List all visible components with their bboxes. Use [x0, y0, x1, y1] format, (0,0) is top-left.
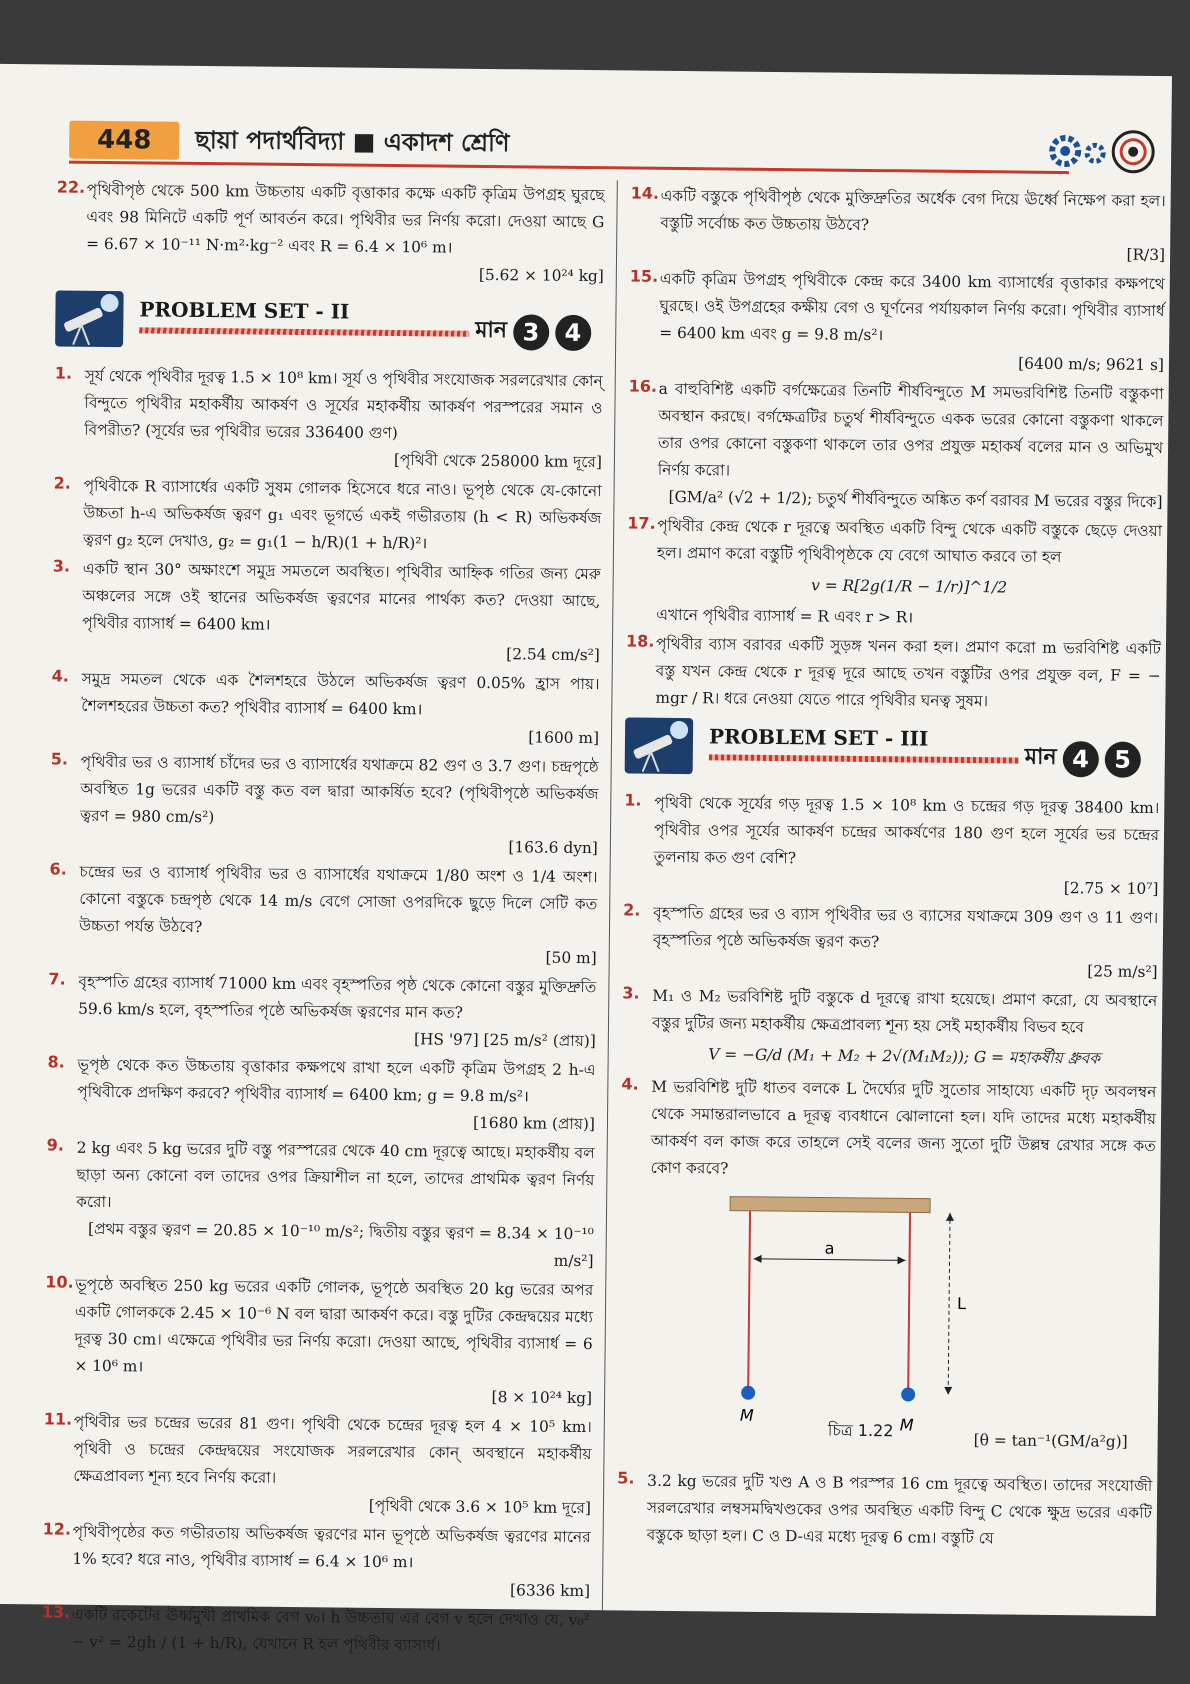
answer: [θ = tan⁻¹(GM/a²g)] — [973, 1431, 1128, 1451]
question-text: M ভরবিশিষ্ট দুটি ধাতব বলকে L দৈর্ঘ্যের দুটি সুতোর সাহায্যে একটি দৃঢ় অবলম্বন থেকে সমান্তরালভাবে a দূরত্ব ব্যবধানে ঝোলানো হল। যদি তাদের মধ্যে মহাকর্ষীয় আকর্ষণ বল কাজ করে তাহলে সেই বলের জন্য সুতো দুটি উল্লম্ব রেখার সঙ্গে কত কোণ করবে? — [650, 1077, 1157, 1178]
question-number: 5. — [617, 1468, 635, 1488]
page-header — [69, 117, 1159, 176]
question-list — [41, 362, 603, 1661]
question-text: একটি বস্তুকে পৃথিবীপৃষ্ঠ থেকে মুক্তিদ্রুতির অর্ধেক বেগ দিয়ে ঊর্ধ্বে নিক্ষেপ করা হল। বস্তুটি সর্বোচ্চ কত উচ্চতায় উঠবে? — [660, 186, 1166, 234]
pendulum-diagram — [618, 1187, 1141, 1442]
question-text: চন্দ্রের ভর ও ব্যাসার্ধ পৃথিবীর ভর ও ব্যাসার্ধের যথাক্রমে 1/80 অংশ ও 1/4 অংশ। কোনো বস্তুকে চন্দ্রপৃষ্ঠ থেকে 14 m/s বেগে সোজা ওপরদিকে ছুড়ে দিলে সেটি কত উচ্চতা পর্যন্ত উঠবে? — [78, 862, 598, 937]
question-item — [41, 1601, 590, 1661]
question-number: 12. — [42, 1519, 72, 1539]
answer: [1680 km (প্রায়)] — [472, 1113, 596, 1134]
gear-icon — [1029, 127, 1159, 176]
ball-right — [901, 1387, 915, 1401]
question-item — [629, 265, 1165, 379]
question-list — [620, 789, 1159, 1187]
question-item — [43, 1408, 592, 1522]
question-text: M₁ ও M₂ ভরবিশিষ্ট দুটি বস্তুকে d দূরত্বে রাখা হয়েছে। প্রমাণ করো, যে অবস্থানে বস্তুর দুটির জন্য মহাকর্ষীয় ক্ষেত্রপ্রাবল্য শূন্য হয় সেই মহাকর্ষীয় বিভব হবে — [651, 986, 1158, 1037]
string-left — [748, 1211, 750, 1389]
question-item — [42, 1518, 591, 1605]
answer: [6336 km] — [509, 1581, 591, 1601]
question-text: একটি স্থান 30° অক্ষাংশে সমুদ্র সমতলে অবস্থিত। পৃথিবীর আহ্নিক গতির জন্য মেরু অঞ্চলের সঙ্গে ওই স্থানের অভিকর্ষজ ত্বরণের মানের পার্থক্য কত? দেওয়া আছে, পৃথিবীর ব্যাসার্ধ = 6400 km। — [82, 559, 601, 634]
label-mass-left: M — [739, 1405, 754, 1425]
question-5 — [617, 1467, 1153, 1554]
answer: [163.6 dyn] — [508, 838, 598, 858]
answer: [25 m/s²] — [1087, 962, 1158, 982]
question-item — [627, 375, 1163, 516]
question-number: 4. — [621, 1074, 639, 1094]
problem-set-title: PROBLEM SET - II — [139, 297, 350, 324]
answer: [HS '97] [25 m/s² (প্রায়)] — [413, 1030, 596, 1051]
figure-1-22 — [618, 1187, 1141, 1452]
question-number: 22. — [56, 177, 86, 197]
answer: [পৃথিবী থেকে 3.6 × 10⁵ km দূরে] — [368, 1496, 592, 1518]
question-note: এখানে পৃথিবীর ব্যাসার্ধ = R এবং r > R। — [656, 605, 914, 627]
question-item — [620, 1073, 1156, 1187]
answer: [2.54 cm/s²] — [506, 645, 600, 665]
equation: v = R[2g(1/R − 1/r)]^1/2 — [811, 576, 1008, 597]
answer: [পৃথিবী থেকে 258000 km দূরে] — [393, 451, 602, 472]
question-number: 4. — [51, 666, 69, 686]
question-item — [630, 182, 1166, 269]
question-text: একটি কৃত্রিম উপগ্রহ পৃথিবীকে কেন্দ্র করে 3400 km ব্যাসার্ধের বৃত্তাকার কক্ষপথে ঘুরছে। ওই উপগ্রহের কক্ষীয় বেগ ও ঘূর্ণনের পর্যায়কাল নির্ণয় করো। পৃথিবীর ব্যাসার্ধ = 6400 km এবং g = 9.8 m/s²। — [659, 269, 1165, 345]
question-item — [626, 512, 1162, 634]
marks-badge: মান 3 4 — [475, 313, 591, 351]
book-title: ছায়া পদার্থবিদ্যা ■ একাদশ শ্রেণি — [195, 125, 510, 158]
problem-set-title: PROBLEM SET - III — [708, 724, 929, 751]
question-text: বৃহস্পতি গ্রহের ভর ও ব্যাস পৃথিবীর ভর ও ব্যাসের যথাক্রমে 309 গুণ ও 11 গুণ। বৃহস্পতির পৃষ্ঠে অভিকর্ষজ ত্বরণ কত? — [652, 903, 1159, 952]
question-text: একটি রকেটের ঊর্ধ্বমুখী প্রাথমিক বেগ v₀। h উচ্চতায় এর বেগ v হলে দেখাও যে, v₀² − v² = 2gh / (1 + h/R), যেখানে R হল পৃথিবীর ব্যাসার্ধ। — [71, 1605, 590, 1655]
telescope-icon — [55, 290, 124, 347]
question-text: ভূপৃষ্ঠ থেকে কত উচ্চতায় বৃত্তাকার কক্ষপথে রাখা হলে একটি কৃত্রিম উপগ্রহ 2 h-এ পৃথিবীকে প্রদক্ষিণ করবে? পৃথিবীর ব্যাসার্ধ = 6400 km; g = 9.8 m/s²। — [77, 1055, 596, 1106]
answer: [8 × 10²⁴ kg] — [491, 1388, 593, 1408]
telescope-icon — [625, 717, 694, 774]
question-number: 15. — [629, 266, 659, 286]
question-item — [49, 858, 598, 972]
question-number: 3. — [622, 983, 640, 1003]
question-list — [625, 182, 1166, 717]
question-number: 5. — [50, 749, 69, 769]
question-item — [50, 748, 599, 862]
question-text: পৃথিবীর ভর চন্দ্রের ভরের 81 গুণ। পৃথিবী থেকে চন্দ্রের দূরত্ব হল 4 × 10⁵ km। পৃথিবী ও চন্দ্রের কেন্দ্রদ্বয়ের সংযোজক সরলরেখার কোন্ অবস্থানে মহাকর্ষীয় ক্ষেত্রপ্রাবল্য শূন্য হবে নির্ণয় করো। — [73, 1412, 592, 1487]
question-text: পৃথিবী থেকে সূর্যের গড় দূরত্ব 1.5 × 10⁸ km ও চন্দ্রের গড় দূরত্ব 38400 km। পৃথিবীর ওপর সূর্যের আকর্ষণ চন্দ্রের আকর্ষণের 180 গুণ হলে সূর্যের ভর চন্দ্রের তুলনায় কত গুণ বেশি? — [653, 793, 1160, 868]
question-number: 1. — [54, 363, 73, 383]
question-number: 2. — [623, 900, 641, 920]
question-text: পৃথিবীকে R ব্যাসার্ধের একটি সুষম গোলক হিসেবে ধরে নাও। ভূপৃষ্ঠ থেকে যে-কোনো উচ্চতা h-এ অভিকর্ষজ ত্বরণ g₁ এবং ভূগর্ভে একই গভীরতায় (h < R) অভিকর্ষজ ত্বরণ g₂ হলে দেখাও, g₂ = g₁(1 − h/R)(1 + h/R)²। — [82, 476, 602, 553]
question-item — [51, 665, 600, 752]
question-item — [53, 472, 602, 559]
question-item — [54, 362, 603, 476]
question-item — [45, 1134, 594, 1275]
question-text: পৃথিবীর কেন্দ্র থেকে r দূরত্বে অবস্থিত একটি বিন্দু থেকে একটি বস্তুকে ছেড়ে দেওয়া হল। প্রমাণ করো বস্তুটি পৃথিবীপৃষ্ঠকে যে বেগে আঘাত করবে তা হল — [656, 516, 1163, 567]
question-text: বৃহস্পতি গ্রহের ব্যাসার্ধ 71000 km এবং বৃহস্পতির পৃষ্ঠ থেকে কোনো বস্তুর মুক্তিদ্রুতি 59.6 km/s হলে, বৃহস্পতির পৃষ্ঠে অভিকর্ষজ ত্বরণের মান কত? — [78, 972, 597, 1022]
distance-arrow-a — [754, 1259, 906, 1261]
answer: [5.62 × 10²⁴ kg] — [478, 265, 604, 286]
label-a: a — [824, 1238, 835, 1258]
question-number: 8. — [47, 1052, 65, 1072]
question-number: 7. — [48, 969, 66, 989]
marks-badge: মান 4 5 — [1025, 740, 1141, 778]
question-text: সমুদ্র সমতল থেকে এক শৈলশহরে উঠলে অভিকর্ষজ ত্বরণ 0.05% হ্রাস পায়। শৈলশহরের উচ্চতা কত? পৃথিবীর ব্যাসার্ধ = 6400 km। — [81, 669, 600, 719]
answer: [50 m] — [545, 948, 597, 968]
question-text: পৃথিবীপৃষ্ঠ থেকে 500 km উচ্চতায় একটি বৃত্তাকার কক্ষে একটি কৃত্রিম উপগ্রহ ঘুরছে এবং 98 মিনিটে একটি পূর্ণ আবর্তন করে। পৃথিবীর ভর নির্ণয় করো। দেওয়া আছে G = 6.67 × 10⁻¹¹ N·m²·kg⁻² এবং R = 6.4 × 10⁶ m। — [86, 180, 605, 257]
question-number: 11. — [43, 1409, 73, 1429]
question-item — [625, 630, 1161, 717]
question-number: 17. — [627, 513, 656, 533]
heading-rule — [709, 754, 1019, 763]
question-item — [44, 1271, 593, 1412]
question-number: 16. — [628, 376, 658, 396]
question-number: 1. — [624, 790, 642, 810]
answer: [GM/a² (√2 + 1/2); চতুর্থ শীর্ষবিন্দুতে অঙ্কিত কর্ণ বরাবর M ভরের বস্তুর দিকে] — [668, 487, 1163, 512]
answer: [প্রথম বস্তুর ত্বরণ = 20.85 × 10⁻¹⁰ m/s²; দ্বিতীয় বস্তুর ত্বরণ = 8.34 × 10⁻¹⁰ m/s²] — [87, 1219, 594, 1271]
answer: [1600 m] — [528, 728, 600, 748]
rigid-support — [730, 1197, 930, 1213]
question-number: 14. — [630, 183, 660, 203]
right-column — [616, 182, 1165, 1556]
column-divider — [602, 180, 618, 1610]
question-number: 3. — [52, 556, 71, 576]
question-22 — [56, 176, 605, 290]
figure-caption: চিত্র 1.22 — [827, 1420, 894, 1441]
question-text: সূর্য থেকে পৃথিবীর দূরত্ব 1.5 × 10⁸ km। সূর্য ও পৃথিবীর সংযোজক সরলরেখার কোন্ বিন্দুতে পৃথিবীর মহাকর্ষীয় আকর্ষণ ও সূর্যের মহাকর্ষীয় আকর্ষণ পরস্পরের সমান ও বিপরীত? (সূর্যের ভর পৃথিবীর ভরের 336400 গুণ) — [84, 366, 603, 443]
string-right — [908, 1212, 910, 1390]
question-number: 2. — [53, 473, 71, 493]
answer: [2.75 × 10⁷] — [1063, 879, 1159, 899]
question-number: 13. — [41, 1602, 71, 1622]
textbook-page — [0, 64, 1172, 1655]
label-mass-right: M — [899, 1415, 914, 1435]
question-text: ভূপৃষ্ঠে অবস্থিত 250 kg ভরের একটি গোলক, ভূপৃষ্ঠে অবস্থিত 20 kg ভরের অপর একটি গোলককে 2.45 × 10⁻⁶ N বল দ্বারা আকর্ষণ করে। বস্তু দুটির কেন্দ্রদ্বয়ের মধ্যে দূরত্ব 30 cm। এক্ষেত্রে পৃথিবীর ভর নির্ণয় করো। দেওয়া আছে, পৃথিবীর ব্যাসার্ধ = 6 × 10⁶ m। — [74, 1275, 594, 1376]
page-number: 448 — [69, 121, 179, 160]
answer: [R/3] — [1126, 245, 1166, 265]
question-item — [52, 555, 601, 669]
ball-left — [741, 1386, 755, 1400]
equation: V = −G/d (M₁ + M₂ + 2√(M₁M₂)); G = মহাকর্ষীয় ধ্রুবক — [708, 1045, 1101, 1068]
question-text: 2 kg এবং 5 kg ভরের দুটি বস্তু পরস্পরের থেকে 40 cm দূরত্বে আছে। মহাকর্ষীয় বল ছাড়া অন্য কোনো বল তাদের ওপর ক্রিয়াশীল না হলে, তাদের প্রাথমিক ত্বরণ নির্ণয় করো। — [76, 1138, 595, 1212]
question-item — [48, 968, 597, 1055]
answer: [6400 m/s; 9621 s] — [1018, 354, 1165, 375]
question-text: a বাহুবিশিষ্ট একটি বর্গক্ষেত্রের তিনটি শীর্ষবিন্দুতে M সমভরবিশিষ্ট তিনটি বস্তুকণা অবস্থান করছে। বর্গক্ষেত্রটির চতুর্থ শীর্ষবিন্দুতে একক ভরের কোনো বস্তুকণা থাকলে তার ওপর কোনো বস্তুকণা থাকলে তার ওপর প্রযুক্ত মহাকর্ষ বলের মান ও অভিমুখ নির্ণয় করো। — [657, 379, 1164, 480]
problem-set-3-heading — [625, 717, 1161, 787]
question-item — [622, 899, 1158, 986]
left-column — [41, 176, 604, 1663]
header-rule — [69, 161, 1069, 174]
question-number: 18. — [625, 631, 655, 651]
question-text: 3.2 kg ভরের দুটি খণ্ড A ও B পরস্পর 16 cm দূরত্বে অবস্থিত। তাদের সংযোজী সরলরেখার লম্বসমদ্বিখণ্ডকের ওপর অবস্থিত একটি বিন্দু C থেকে ক্ষুদ্র ভরের একটি বস্তুকে ছাড়া হল। C ও D-এর মধ্যে দূরত্ব 6 cm। বস্তুটি যে — [646, 1471, 1153, 1548]
question-number: 10. — [45, 1272, 74, 1292]
question-item — [47, 1051, 596, 1138]
label-L: L — [957, 1293, 967, 1314]
question-text: পৃথিবীর ব্যাস বরাবর একটি সুড়ঙ্গ খনন করা হল। প্রমাণ করো m ভরবিশিষ্ট একটি বস্তু যখন কেন্দ্র থেকে r দূরত্ব দূরে আছে তখন বস্তুটির ওপর প্রযুক্ত বল, F = − mgr / R। ধরে নেওয়া যেতে পারে পৃথিবীর ঘনত্ব সুষম। — [655, 634, 1162, 711]
question-text: পৃথিবীর ভর ও ব্যাসার্ধ চাঁদের ভর ও ব্যাসার্ধের যথাক্রমে 82 গুণ ও 3.7 গুণ। চন্দ্রপৃষ্ঠে অবস্থিত 1g ভরের একটি বস্তু কত বল দ্বারা আকর্ষিত হবে? (পৃথিবীপৃষ্ঠে অভিকর্ষজ ত্বরণ = 980 cm/s²) — [80, 752, 599, 827]
question-text: পৃথিবীপৃষ্ঠের কত গভীরতায় অভিকর্ষজ ত্বরণের মান ভূপৃষ্ঠে অভিকর্ষজ ত্বরণের মানের 1% হবে? ধরে নাও, পৃথিবীর ব্যাসার্ধ = 6.4 × 10⁶ m। — [72, 1522, 591, 1572]
question-item — [622, 982, 1158, 1077]
length-arrow-L — [948, 1213, 950, 1395]
problem-set-2-heading — [55, 290, 604, 360]
heading-rule — [139, 327, 469, 336]
question-number: 9. — [46, 1135, 65, 1155]
question-number: 6. — [49, 859, 67, 879]
question-item — [623, 789, 1159, 903]
